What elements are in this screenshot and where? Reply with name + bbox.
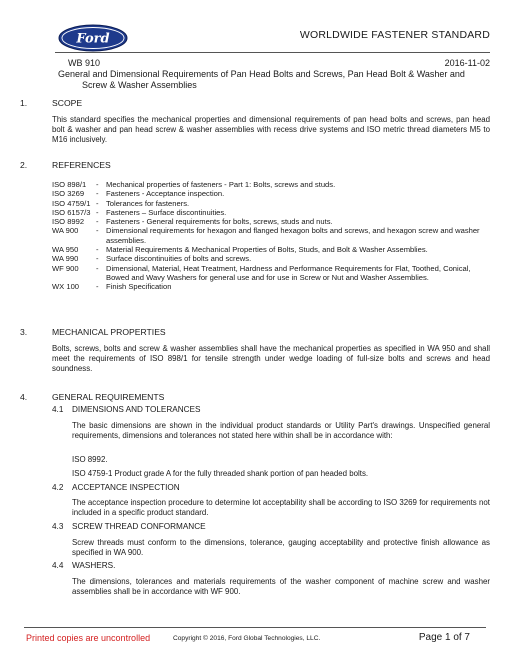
scope-text: This standard specifies the mechanical properties and dimensional requirements of pan head bolts and screws, pan head bolt & washer and pan head screw & washer assemblies with recess drive systems and ISO metric thread diameters M5 to M16 inclusively. [52, 115, 490, 144]
reference-code: WA 990 [52, 254, 79, 264]
page-number: Page 1 of 7 [418, 632, 470, 643]
ford-logo [58, 24, 128, 52]
dimensions-iso-4759: ISO 4759-1 Product grade A for the fully threaded shank portion of pan headed bolts. [72, 469, 369, 478]
reference-item: WA 990 - Surface discontinuities of bolts and screws. [52, 254, 492, 263]
subsection-title: DIMENSIONS AND TOLERANCES [72, 405, 201, 414]
reference-code: ISO 898/1 [52, 180, 87, 189]
reference-item: ISO 8992 - Fasteners - General requirements for bolts, screws, studs and nuts. [52, 217, 492, 226]
reference-code: ISO 6157/3 [52, 207, 91, 217]
reference-code: WX 100 [52, 282, 80, 292]
subsection-title: SCREW THREAD CONFORMANCE [72, 522, 206, 531]
subsection-number: 4.4 [52, 561, 64, 570]
document-number: WB 910 [68, 58, 101, 68]
document-date: 2016-11-02 [444, 58, 490, 68]
subsection-number: 4.1 [52, 405, 64, 414]
reference-text: Dimensional requirements for hexagon and flanged hexagon bolts and screws, and hexagon screw and washer assemblies. [106, 226, 480, 245]
section-title: GENERAL REQUIREMENTS [52, 392, 165, 402]
references-list [52, 180, 492, 292]
acceptance-text: The acceptance inspection procedure to determine lot acceptability shall be according to ISO 3269 for requirements not included in a specific product standard. [72, 498, 490, 517]
subsection-number: 4.3 [52, 522, 64, 531]
reference-item: ISO 898/1 - Mechanical properties of fasteners - Part 1: Bolts, screws and studs. [52, 180, 492, 189]
document-title [58, 69, 478, 91]
reference-item: ISO 6157/3 - Fasteners – Surface discontinuities. [52, 208, 492, 217]
reference-text: Tolerances for fasteners. [106, 198, 190, 208]
copyright-notice: Copyright © 2016, Ford Global Technologies, LLC. [173, 635, 321, 642]
logo-text: Ford [76, 31, 110, 47]
mechanical-text: Bolts, screws, bolts and screw & washer assemblies shall have the mechanical properties as specified in WA 950 and shall meet the requirements of ISO 898/1 for tensile strength under wedge loading of full-size bolts and screws and head soundness. [52, 344, 490, 373]
section-title: SCOPE [52, 98, 83, 108]
washers-text: The dimensions, tolerances and materials requirements of the washer component of machine screw and washer assemblies shall be in accordance with WF 900. [72, 577, 490, 596]
thread-text: Screw threads must conform to the dimensions, tolerance, gauging acceptability and protective finish allowance as specified in WA 900. [72, 538, 490, 557]
reference-text: Mechanical properties of fasteners - Part 1: Bolts, screws and studs. [106, 180, 336, 189]
reference-item: WA 900 - Dimensional requirements for hexagon and flanged hexagon bolts and screws, and hexagon screw and washer assemblies. [52, 226, 492, 245]
reference-code: WF 900 [52, 263, 79, 273]
reference-text: Finish Specification [106, 282, 172, 292]
reference-text: Material Requirements & Mechanical Properties of Bolts, Studs, and Bolt & Washer Assemblies. [106, 245, 428, 255]
section-title: MECHANICAL PROPERTIES [52, 327, 166, 337]
subsection-title: WASHERS. [72, 561, 116, 570]
reference-item: ISO 4759/1 - Tolerances for fasteners. [52, 199, 492, 208]
reference-text: Fasteners – Surface discontinuities. [106, 207, 227, 217]
section-number: 1. [20, 98, 28, 108]
footer-rule [24, 627, 486, 628]
dimensions-iso-8992: ISO 8992. [72, 455, 108, 464]
subsection-acceptance-heading [52, 483, 180, 492]
subsection-number: 4.2 [52, 483, 64, 492]
reference-code: WA 900 [52, 226, 79, 236]
reference-text: Surface discontinuities of bolts and screws. [106, 254, 252, 264]
reference-code: ISO 4759/1 [52, 198, 91, 208]
section-number: 3. [20, 327, 28, 337]
document-title-line-1: General and Dimensional Requirements of Pan Head Bolts and Screws, Pan Head Bolt & Washer and [58, 69, 465, 79]
dimensions-text: The basic dimensions are shown in the individual product standards or Utility Part's drawings. Unspecified general requirements, dimensions and tolerances not stated here within shall be in accordance with: [72, 421, 490, 440]
reference-code: ISO 8992 [52, 217, 85, 227]
subsection-title: ACCEPTANCE INSPECTION [72, 483, 180, 492]
reference-item: WA 950 - Material Requirements & Mechanical Properties of Bolts, Studs, and Bolt & Washer Assemblies. [52, 245, 492, 254]
reference-text: Fasteners - General requirements for bolts, screws, studs and nuts. [106, 217, 333, 227]
reference-code: WA 950 [52, 245, 79, 255]
document-title-line-2: Screw & Washer Assemblies [82, 80, 197, 90]
standard-title: WORLDWIDE FASTENER STANDARD [299, 29, 490, 41]
reference-text: Dimensional, Material, Heat Treatment, Hardness and Performance Requirements for Flat, Toothed, Conical, Bowed and Wavy Washers for general use and for use in Screw or Nut and Washer Assemblies. [106, 263, 471, 282]
reference-code: ISO 3269 [52, 189, 85, 199]
subsection-dimensions-heading [52, 405, 200, 414]
subsection-thread-heading [52, 522, 206, 531]
reference-text: Fasteners - Acceptance inspection. [106, 189, 225, 199]
header-rule [55, 52, 490, 53]
section-number: 4. [20, 392, 28, 402]
reference-item: WF 900 - Dimensional, Material, Heat Treatment, Hardness and Performance Requirements for Flat, Toothed, Conical, Bowed and Wavy Washers for general use and for use in Screw or Nut and Washer Assemblies. [52, 264, 492, 283]
section-number: 2. [20, 160, 28, 170]
section-title: REFERENCES [52, 160, 111, 170]
reference-item: WX 100 - Finish Specification [52, 282, 492, 291]
subsection-washers-heading [52, 561, 115, 570]
uncontrolled-copy-notice: Printed copies are uncontrolled [26, 633, 151, 643]
reference-item: ISO 3269 - Fasteners - Acceptance inspection. [52, 189, 492, 198]
